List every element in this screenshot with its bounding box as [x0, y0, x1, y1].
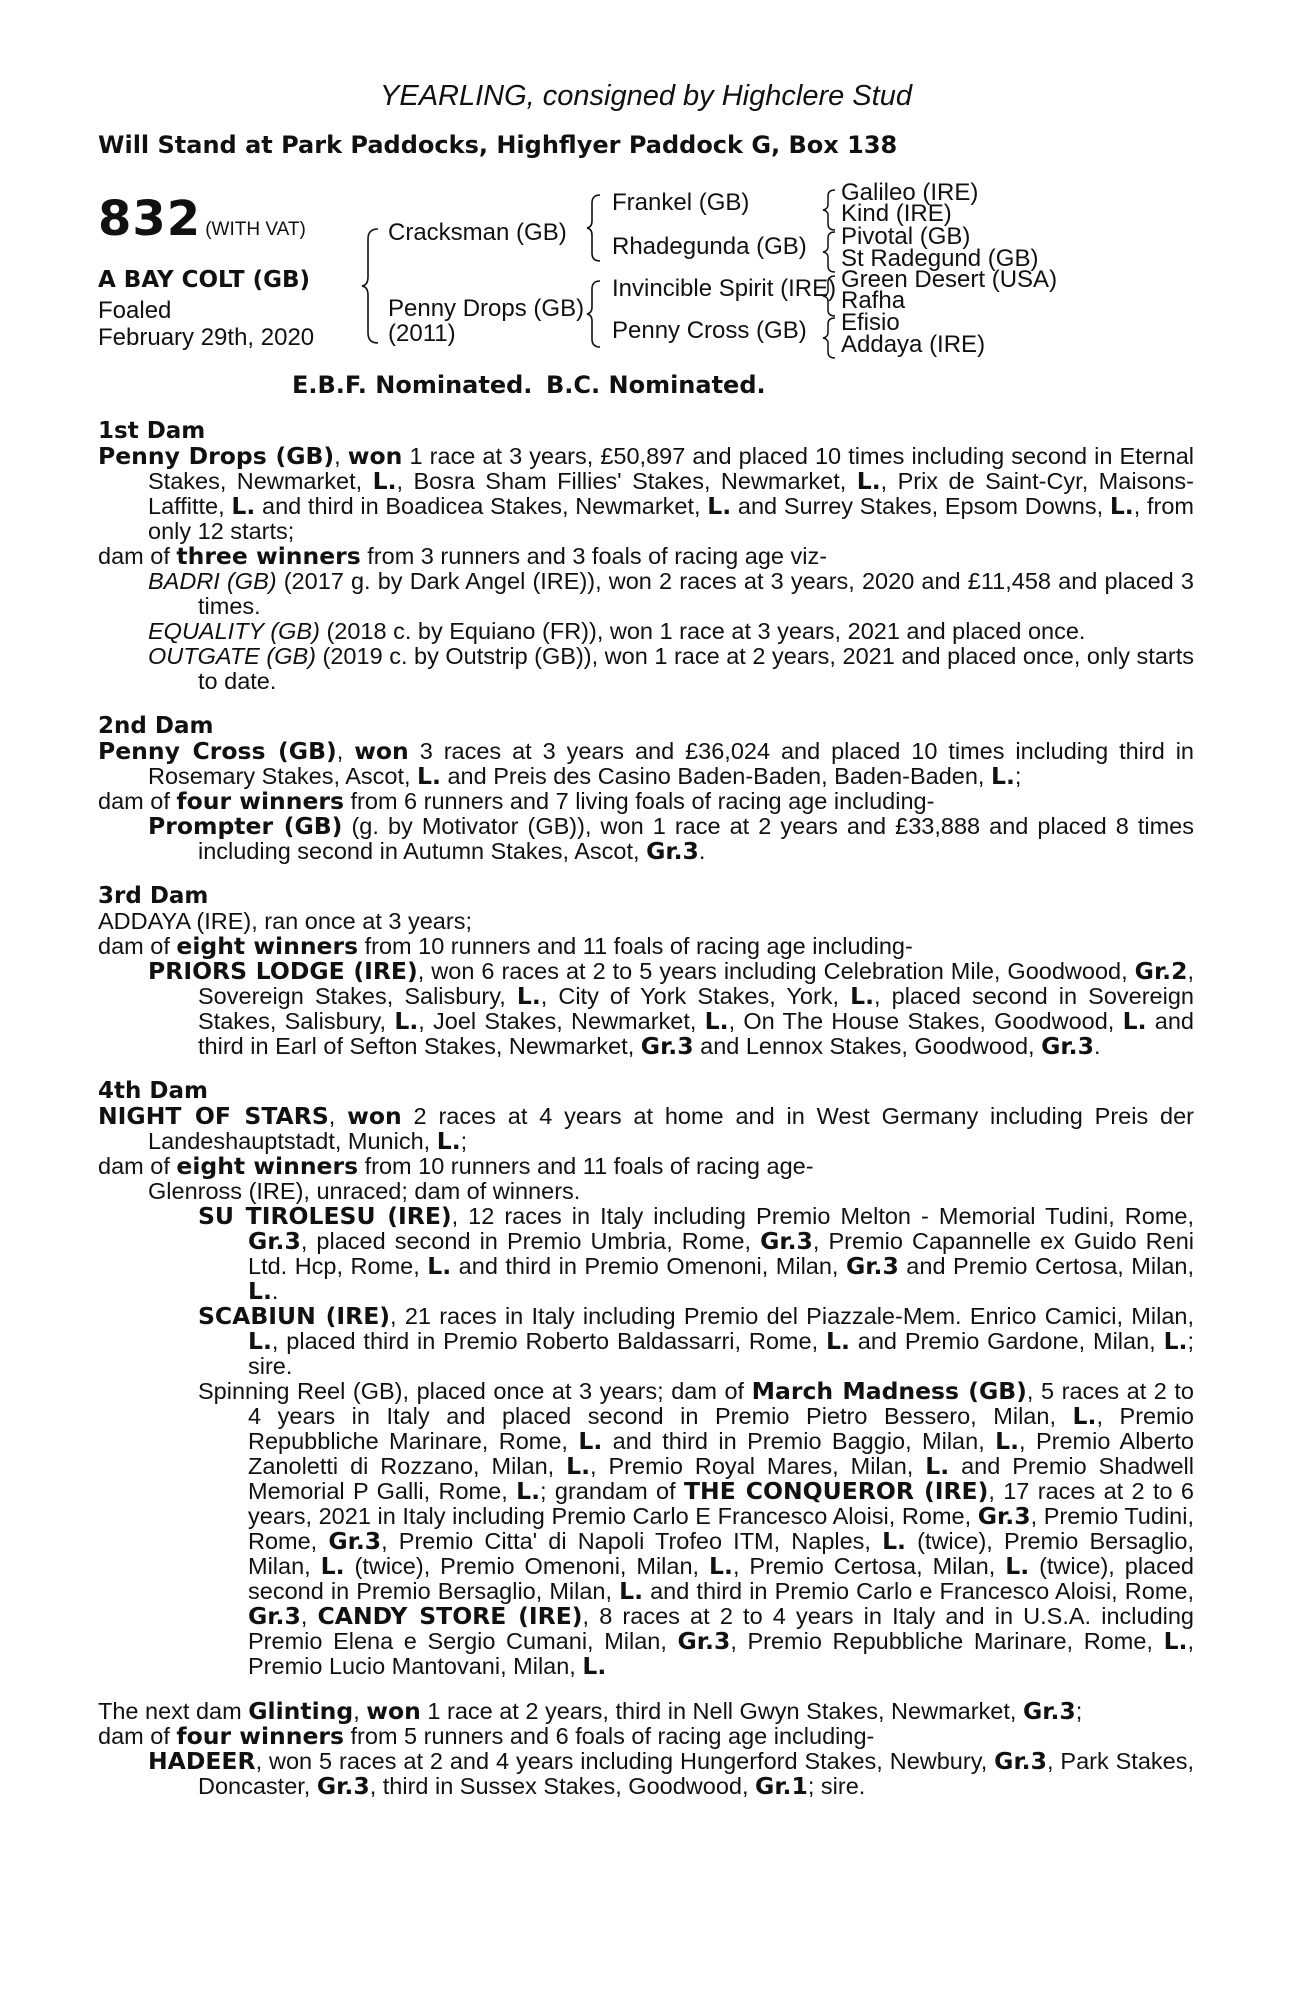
page-heading: YEARLING, consigned by Highclere Stud: [380, 80, 912, 112]
lot-description: A BAY COLT (GB): [98, 267, 311, 293]
bc-nominated: B.C. Nominated.: [546, 371, 766, 399]
dds: Efisio: [841, 309, 900, 336]
pedigree-table: [98, 179, 1194, 419]
third-dam-produce: dam of eight winners from 10 runners and 11 foals of racing age including-: [98, 932, 913, 960]
foaled-label: Foaled: [98, 297, 172, 324]
produce-scabiun: SCABIUN (IRE), 21 races in Italy including Premio del Piazzale-Mem. Enrico Camici, Milan, L., placed third in Premio Roberto Baldassarri, Rome, L. and Premio Gardone, Milan, L.; sire.: [198, 1302, 1194, 1379]
produce-glenross: Glenross (IRE), unraced; dam of winners.: [148, 1178, 581, 1204]
second-dam-produce: dam of four winners from 6 runners and 7 living foals of racing age including-: [98, 787, 935, 815]
ebf-nominated: E.B.F. Nominated.: [292, 371, 533, 399]
ddd: Addaya (IRE): [841, 331, 986, 358]
dam-dam: Penny Cross (GB): [612, 317, 807, 344]
fourth-dam-section: [98, 1079, 1194, 1679]
second-dam-record: Penny Cross (GB), won 3 races at 3 years and £36,024 and placed 10 times including third in Rosemary Stakes, Ascot, L. and Preis des Casino Baden-Baden, Baden-Baden, L.;: [98, 737, 1194, 790]
foaled-date: February 29th, 2020: [98, 324, 315, 351]
next-dam-produce: dam of four winners from 5 runners and 6 foals of racing age including-: [98, 1722, 875, 1750]
produce-record: [98, 419, 1194, 1799]
first-dam-record: Penny Drops (GB), won 1 race at 3 years, £50,897 and placed 10 times including second in Eternal Stakes, Newmarket, L., Bosra Sham Fillies' Stakes, Newmarket, L., Prix de Saint-Cyr, Maisons-Laffitte, L. and third in Boadicea Stakes, Newmarket, L. and Surrey Stakes, Epsom Downs, L., from only 12 starts;: [98, 442, 1194, 544]
fourth-dam-produce: dam of eight winners from 10 runners and 11 foals of racing age-: [98, 1152, 814, 1180]
produce-priors-lodge: PRIORS LODGE (IRE), won 6 races at 2 to 5 years including Celebration Mile, Goodwood, Gr.2, Sovereign Stakes, Salisbury, L., City of York Stakes, York, L., placed second in Sovereign Stakes, Salisbury, L., Joel Stakes, Newmarket, L., On The House Stakes, Goodwood, L. and third in Earl of Sefton Stakes, Newmarket, Gr.3 and Lennox Stakes, Goodwood, Gr.3.: [148, 957, 1194, 1060]
first-dam-produce: dam of three winners from 3 runners and 3 foals of racing age viz-: [98, 542, 828, 570]
catalogue-page: [98, 80, 1194, 1799]
next-dam-record: The next dam Glinting, won 1 race at 2 years, third in Nell Gwyn Stakes, Newmarket, Gr.3;: [98, 1697, 1083, 1725]
second-dam-title: 2nd Dam: [98, 713, 214, 739]
dss: Green Desert (USA): [841, 266, 1058, 293]
third-dam-title: 3rd Dam: [98, 883, 209, 909]
produce-badri: BADRI (GB) (2017 g. by Dark Angel (IRE)), won 2 races at 3 years, 2020 and £11,458 and placed 3 times.: [148, 568, 1194, 619]
fourth-dam-title: 4th Dam: [98, 1078, 208, 1104]
brace-3: [586, 279, 604, 349]
brace-4: [822, 189, 838, 231]
produce-prompter: Prompter (GB) (g. by Motivator (GB)), won 1 race at 2 years and £33,888 and placed 8 times including second in Autumn Stakes, Ascot, Gr.3.: [148, 812, 1194, 865]
brace-7: [822, 317, 838, 359]
sire-sire: Frankel (GB): [612, 189, 750, 216]
stand-location: Will Stand at Park Paddocks, Highflyer Paddock G, Box 138: [98, 131, 898, 159]
brace-5: [822, 231, 838, 273]
sdd: St Radegund (GB): [841, 245, 1039, 272]
dsd: Rafha: [841, 287, 906, 314]
produce-hadeer: HADEER, won 5 races at 2 and 4 years including Hungerford Stakes, Newbury, Gr.3, Park Stakes, Doncaster, Gr.3, third in Sussex Stakes, Goodwood, Gr.1; sire.: [148, 1747, 1194, 1800]
next-dam-section: [98, 1699, 1194, 1799]
sds: Pivotal (GB): [841, 223, 971, 250]
produce-spinning-reel: Spinning Reel (GB), placed once at 3 years; dam of March Madness (GB), 5 races at 2 to 4 years in Italy and placed second in Premio Pietro Bessero, Milan, L., Premio Repubbliche Marinare, Rome, L. and third in Premio Baggio, Milan, L., Premio Alberto Zanoletti di Rozzano, Milan, L., Premio Royal Mares, Milan, L. and Premio Shadwell Memorial P Galli, Rome, L.; grandam of THE CONQUEROR (IRE), 17 races at 2 to 6 years, 2021 in Italy including Premio Carlo E Francesco Aloisi, Rome, Gr.3, Premio Tudini, Rome, Gr.3, Premio Citta' di Napoli Trofeo ITM, Naples, L. (twice), Premio Bersaglio, Milan, L. (twice), Premio Omenoni, Milan, L., Premio Certosa, Milan, L. (twice), placed second in Premio Bersaglio, Milan, L. and third in Premio Carlo e Francesco Aloisi, Rome, Gr.3, CANDY STORE (IRE), 8 races at 2 to 4 years in Italy and in U.S.A. including Premio Elena e Sergio Cumani, Milan, Gr.3, Premio Repubbliche Marinare, Rome, L., Premio Lucio Mantovani, Milan, L.: [198, 1377, 1195, 1680]
second-dam-section: [98, 714, 1194, 864]
brace-6: [822, 275, 838, 317]
lot-header: [98, 191, 306, 247]
brace-1: [360, 227, 382, 345]
ssd: Kind (IRE): [841, 200, 952, 227]
produce-su-tirolesu: SU TIROLESU (IRE), 12 races in Italy including Premio Melton - Memorial Tudini, Rome, Gr.3, placed second in Premio Umbria, Rome, Gr.3, Premio Capannelle ex Guido Reni Ltd. Hcp, Rome, L. and third in Premio Omenoni, Milan, Gr.3 and Premio Certosa, Milan, L..: [198, 1202, 1194, 1305]
dam-sire: Invincible Spirit (IRE): [612, 275, 837, 302]
third-dam-record: ADDAYA (IRE), ran once at 3 years;: [98, 908, 472, 934]
fourth-dam-record: NIGHT OF STARS, won 2 races at 4 years at home and in West Germany including Preis der Landeshauptstadt, Munich, L.;: [98, 1102, 1194, 1155]
lot-number: 832: [98, 191, 202, 247]
sss: Galileo (IRE): [841, 179, 979, 206]
vat-note: (WITH VAT): [205, 219, 306, 240]
sire-dam: Rhadegunda (GB): [612, 233, 807, 260]
dam-year: (2011): [388, 320, 456, 347]
sire: Cracksman (GB): [388, 219, 567, 246]
first-dam-section: [98, 419, 1194, 694]
dam: Penny Drops (GB): [388, 295, 585, 322]
produce-outgate: OUTGATE (GB) (2019 c. by Outstrip (GB)), won 1 race at 2 years, 2021 and placed once, only starts to date.: [148, 643, 1194, 694]
first-dam-title: 1st Dam: [98, 418, 206, 444]
third-dam-section: [98, 884, 1194, 1059]
produce-equality: EQUALITY (GB) (2018 c. by Equiano (FR)), won 1 race at 3 years, 2021 and placed once.: [148, 618, 1086, 644]
brace-2: [586, 193, 604, 263]
